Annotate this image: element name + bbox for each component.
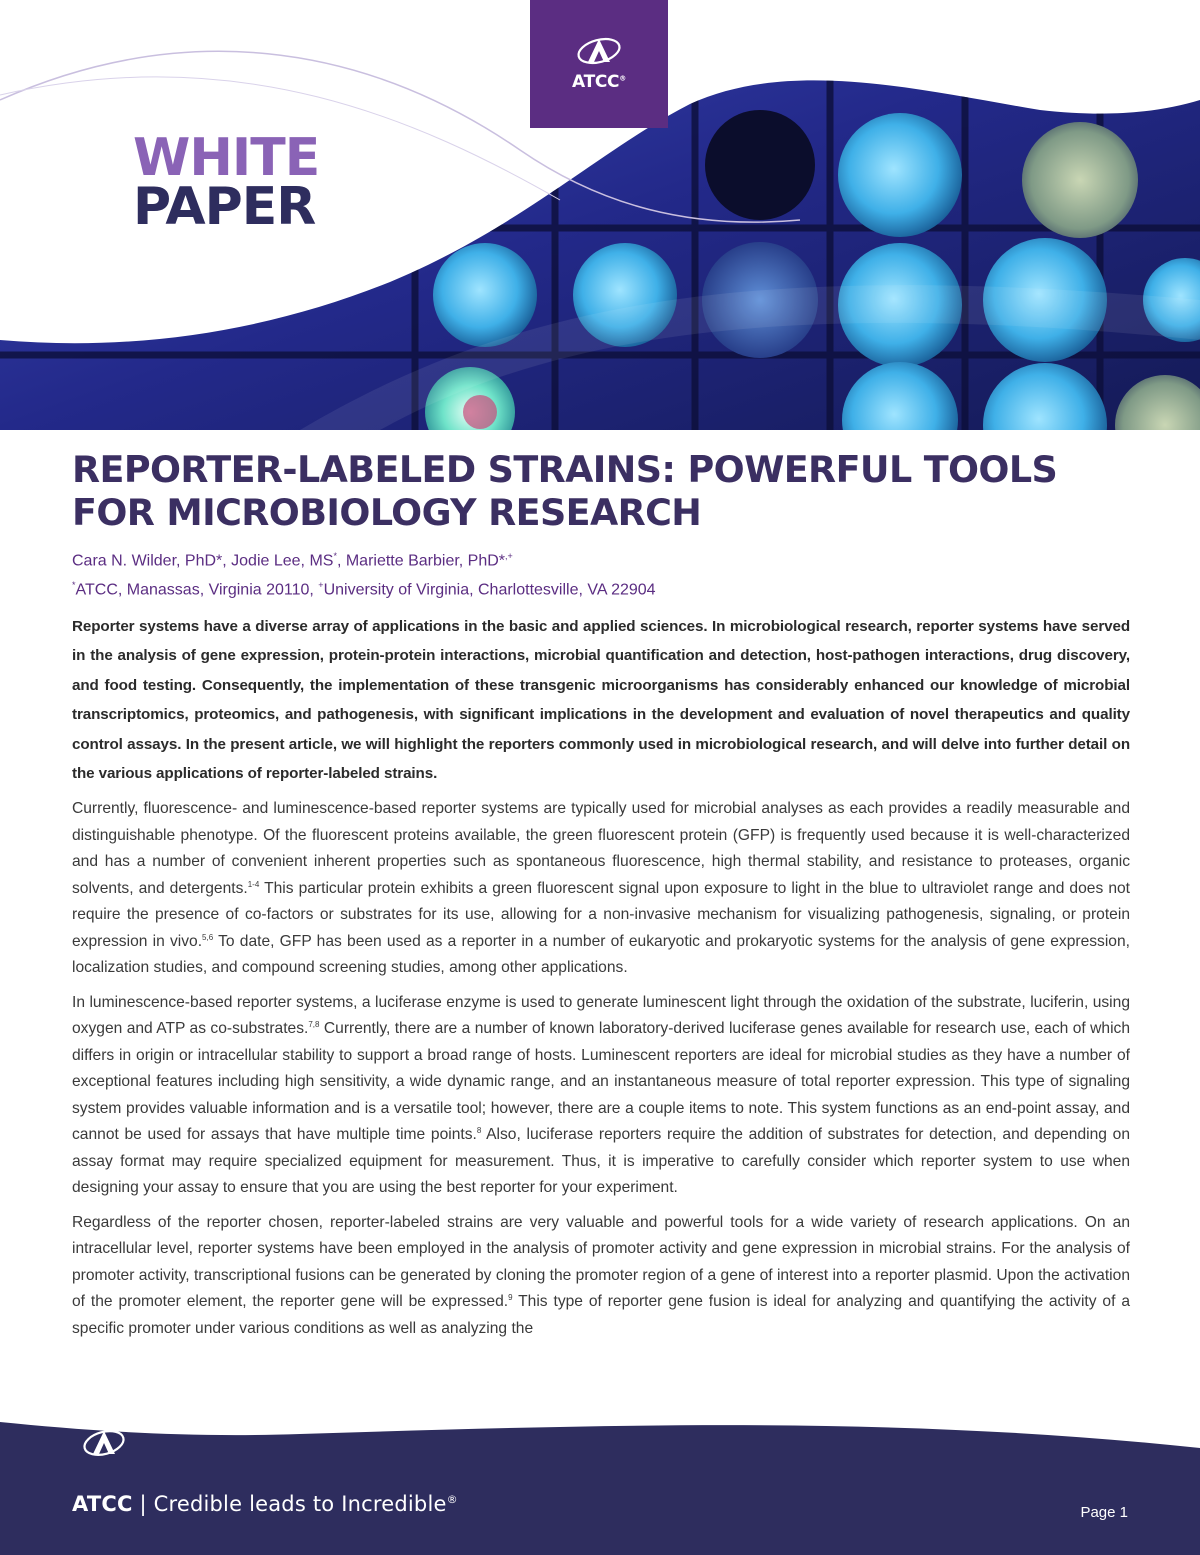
- citation-ref: 7,8: [308, 1020, 320, 1030]
- atcc-logo-icon: [576, 36, 622, 66]
- page-footer: [0, 1410, 1200, 1555]
- footer-curve: [0, 1410, 1200, 1555]
- brand-name: ATCC®: [572, 72, 626, 92]
- body-paragraph-2: In luminescence-based reporter systems, a luciferase enzyme is used to generate luminescent light through the oxidation of the substrate, luciferin, using oxygen and ATP as co-substrates.$^{7,8}$ Currently, there are a number of known laboratory-derived luciferase genes available for research use, each of which differs in origin or intracellular stability to support a broad range of hosts. Luminescent reporters are ideal for microbial studies as they have a number of exceptional features including high sensitivity, a wide dynamic range, and an instantaneous measure of total reporter expression. This type of signaling system provides valuable information and is a versatile tool; however, there are a couple items to note. This system functions as an end-point assay, and cannot be used for assays that have multiple time points.$^8$ Also, luciferase reporters require the addition of substrates for detection, and depending on assay format may require specialized equipment for measurement. Thus, it is imperative to carefully consider which reporter system to use when designing your assay to ensure that you are using the best reporter for your experiment.: [72, 993, 1130, 1197]
- author-block: [72, 544, 656, 603]
- brand-tab: [530, 0, 668, 128]
- article-body: [72, 612, 1130, 1350]
- page-number: Page 1: [1080, 1504, 1128, 1521]
- footer-tagline: ATCC | Credible leads to Incredible®: [72, 1492, 458, 1516]
- article-title: REPORTER-LABELED STRAINS: POWERFUL TOOLS FOR MICROBIOLOGY RESEARCH: [72, 448, 1058, 534]
- body-paragraph-1: Currently, fluorescence- and luminescence-based reporter systems are typically used for microbial analyses as each provides a readily measurable and distinguishable phenotype. Of the fluorescent proteins available, the green fluorescent protein (GFP) is frequently used because it is well-characterized and has a number of convenient inherent properties such as spontaneous fluorescence, high thermal stability, and resistance to proteases, organic solvents, and detergents.$^{1-4}$ This particular protein exhibits a green fluorescent signal upon exposure to light in the blue to ultraviolet range and does not require the presence of co-factors or substrates for its use, allowing for a non-invasive mechanism for visualizing pathogenesis, signaling, or protein expression in vivo.$^{5,6}$ To date, GFP has been used as a reporter in a number of eukaryotic and prokaryotic systems for the analysis of gene expression, localization studies, and compound screening studies, among other applications.: [72, 800, 1130, 977]
- body-paragraph-3: Regardless of the reporter chosen, reporter-labeled strains are very valuable and powerful tools for a wide variety of research applications. On an intracellular level, reporter systems have been employed in the analysis of promoter activity and gene expression in microbial strains. For the analysis of promoter activity, transcriptional fusions can be generated by cloning the promoter region of a gene of interest into a reporter plasmid. Upon the activation of the promoter element, the reporter gene will be expressed.$^9$ This type of reporter gene fusion is ideal for analyzing and quantifying the activity of a specific promoter under various conditions as well as analyzing the: [72, 1213, 1130, 1337]
- hero-header: [0, 0, 1200, 430]
- affiliation-line: *ATCC, Manassas, Virginia 20110, +University of Virginia, Charlottesville, VA 22904: [72, 580, 656, 599]
- doc-type-line-2: PAPER: [133, 177, 316, 237]
- citation-ref: 9: [508, 1293, 513, 1303]
- abstract-paragraph: Reporter systems have a diverse array of applications in the basic and applied sciences. In microbiological research, reporter systems have served in the analysis of gene expression, protein-protein interactions, microbial quantification and detection, host-pathogen interactions, drug discovery, and food testing. Consequently, the implementation of these transgenic microorganisms has considerably enhanced our knowledge of microbial transcriptomics, proteomics, and pathogenesis, with significant implications in the development and evaluation of novel therapeutics and quality control assays. In the present article, we will highlight the reporters commonly used in microbiological research, and will delve into further detail on the various applications of reporter-labeled strains.: [72, 618, 1130, 783]
- citation-ref: 8: [476, 1126, 482, 1136]
- citation-ref: 1-4: [247, 879, 260, 889]
- author-line: Cara N. Wilder, PhD*, Jodie Lee, MS*, Mariette Barbier, PhD*,+: [72, 551, 513, 570]
- doc-type-line-1: WHITE: [133, 128, 320, 188]
- footer-atcc-logo-icon: [82, 1428, 126, 1458]
- doc-type-title: [133, 128, 320, 237]
- citation-ref: 5,6: [202, 932, 214, 942]
